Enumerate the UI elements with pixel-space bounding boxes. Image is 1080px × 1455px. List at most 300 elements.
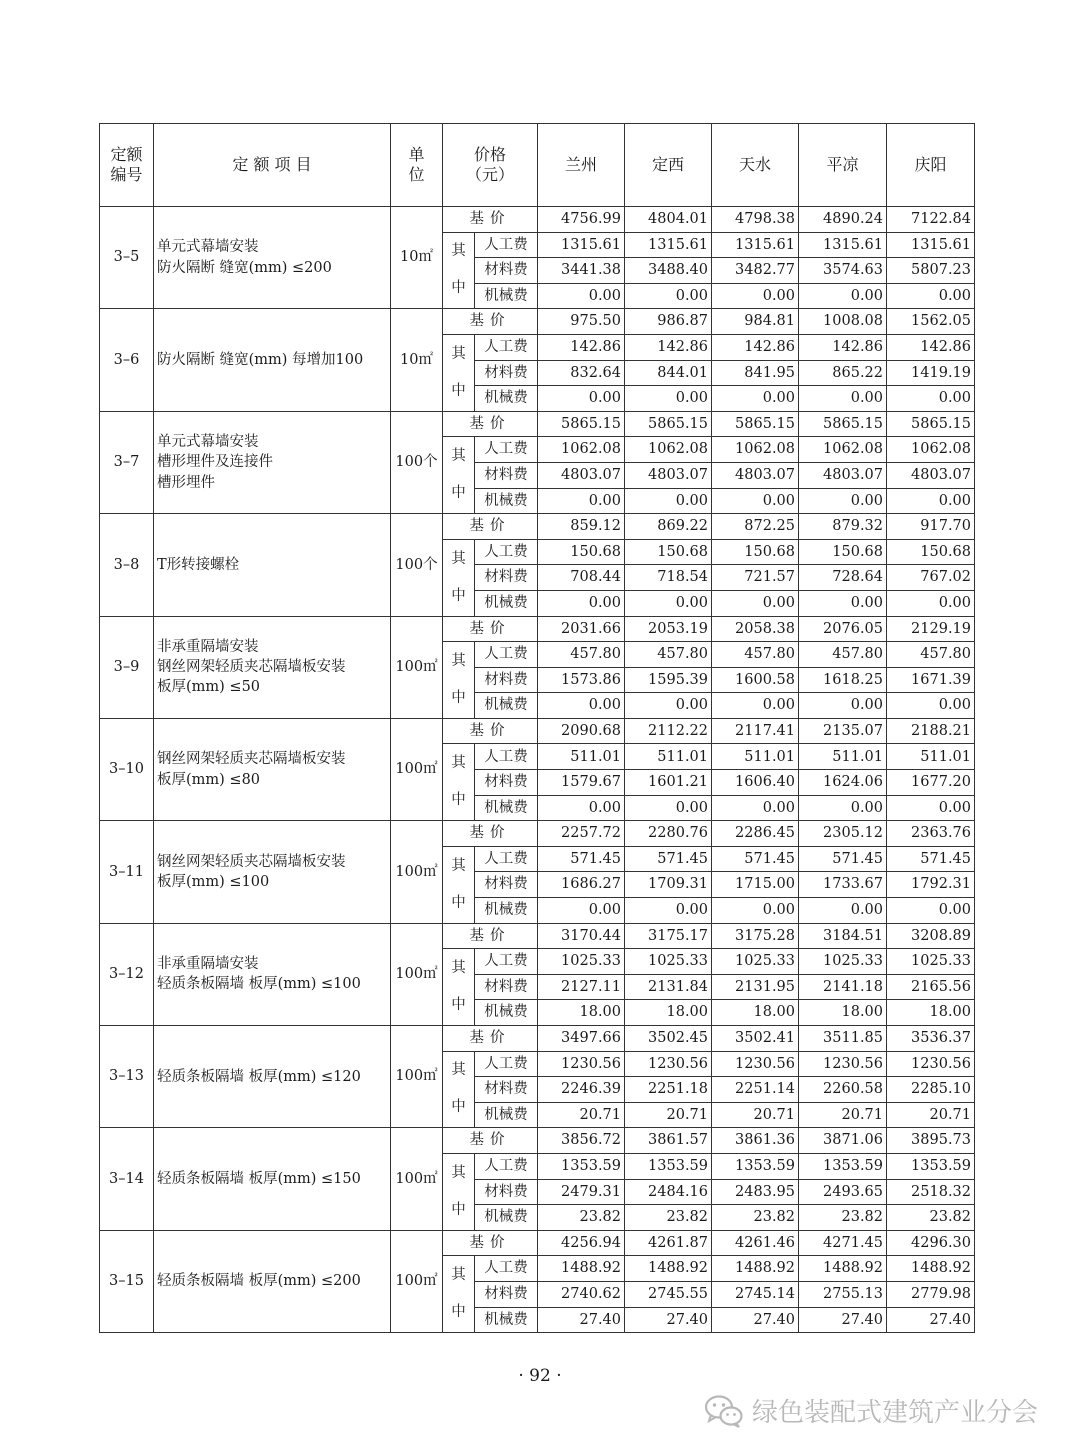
- base-price-value: 4890.24: [799, 207, 887, 233]
- material-cost-value: 728.64: [799, 565, 887, 591]
- quota-unit: 100㎡: [391, 923, 443, 1025]
- quota-row-base: [100, 1230, 975, 1256]
- labor-cost-value: 1315.61: [887, 232, 975, 258]
- material-cost-value: 3441.38: [538, 258, 625, 284]
- labor-cost-value: 1062.08: [538, 437, 625, 463]
- quota-item-line: 板厚(mm) ≤80: [157, 771, 261, 788]
- breakdown-label-char: 中: [451, 1201, 466, 1218]
- machine-cost-value: 27.40: [799, 1307, 887, 1333]
- breakdown-label: [443, 949, 475, 1026]
- machine-cost-label: 机械费: [475, 795, 538, 821]
- base-price-value: 2076.05: [799, 616, 887, 642]
- breakdown-label: [443, 1153, 475, 1230]
- labor-cost-value: 1488.92: [712, 1256, 799, 1282]
- material-cost-label: 材料费: [475, 258, 538, 284]
- labor-cost-value: 1062.08: [712, 437, 799, 463]
- material-cost-label: 材料费: [475, 1179, 538, 1205]
- header-row: [100, 124, 975, 207]
- labor-cost-value: 142.86: [799, 334, 887, 360]
- machine-cost-value: 20.71: [538, 1102, 625, 1128]
- labor-cost-value: 457.80: [799, 642, 887, 668]
- breakdown-label-char: 其: [451, 550, 466, 567]
- quota-code: 3–11: [100, 821, 154, 923]
- quota-code: 3–9: [100, 616, 154, 718]
- base-price-value: 3861.36: [712, 1128, 799, 1154]
- base-price-label: 基价: [443, 411, 538, 437]
- labor-cost-label: 人工费: [475, 1051, 538, 1077]
- labor-cost-value: 1488.92: [799, 1256, 887, 1282]
- material-cost-value: 2483.95: [712, 1179, 799, 1205]
- material-cost-label: 材料费: [475, 565, 538, 591]
- breakdown-label-char: 其: [451, 243, 466, 260]
- material-cost-value: 3482.77: [712, 258, 799, 284]
- quota-code: 3–6: [100, 309, 154, 411]
- labor-cost-value: 511.01: [887, 744, 975, 770]
- labor-cost-value: 1230.56: [887, 1051, 975, 1077]
- base-price-value: 5865.15: [625, 411, 712, 437]
- material-cost-value: 767.02: [887, 565, 975, 591]
- material-cost-value: 4803.07: [799, 462, 887, 488]
- quota-item-line: 单元式幕墙安装: [157, 433, 259, 450]
- quota-item-name: [154, 1128, 391, 1230]
- labor-cost-value: 1353.59: [799, 1153, 887, 1179]
- breakdown-label: [443, 846, 475, 923]
- machine-cost-value: 0.00: [538, 386, 625, 412]
- quota-unit: 100㎡: [391, 1026, 443, 1128]
- material-cost-value: 2479.31: [538, 1179, 625, 1205]
- quota-item-line: 防火隔断 缝宽(mm) ≤200: [157, 259, 332, 276]
- base-price-label: 基价: [443, 514, 538, 540]
- header-code-line: 编号: [110, 165, 143, 184]
- material-cost-value: 2165.56: [887, 974, 975, 1000]
- material-cost-value: 2755.13: [799, 1281, 887, 1307]
- material-cost-value: 721.57: [712, 565, 799, 591]
- material-cost-value: 2131.84: [625, 974, 712, 1000]
- machine-cost-value: 23.82: [887, 1205, 975, 1231]
- quota-code: 3–15: [100, 1230, 154, 1332]
- machine-cost-value: 0.00: [712, 590, 799, 616]
- material-cost-value: 2745.55: [625, 1281, 712, 1307]
- material-cost-value: 1600.58: [712, 667, 799, 693]
- base-price-value: 917.70: [887, 514, 975, 540]
- base-price-value: 3871.06: [799, 1128, 887, 1154]
- base-price-value: 4271.45: [799, 1230, 887, 1256]
- material-cost-value: 1709.31: [625, 872, 712, 898]
- header-region: 庆阳: [887, 124, 975, 207]
- breakdown-label-char: 中: [451, 485, 466, 502]
- labor-cost-value: 150.68: [799, 539, 887, 565]
- material-cost-value: 1686.27: [538, 872, 625, 898]
- quota-item-line: 轻质条板隔墙 板厚(mm) ≤150: [157, 1170, 361, 1187]
- header-code: [100, 124, 154, 207]
- machine-cost-value: 20.71: [887, 1102, 975, 1128]
- base-price-value: 5865.15: [538, 411, 625, 437]
- machine-cost-value: 27.40: [625, 1307, 712, 1333]
- quota-item-line: 轻质条板隔墙 板厚(mm) ≤200: [157, 1273, 361, 1290]
- quota-item-line: T形转接螺栓: [157, 556, 240, 573]
- quota-unit: 100㎡: [391, 1230, 443, 1332]
- labor-cost-value: 1025.33: [799, 949, 887, 975]
- material-cost-value: 1733.67: [799, 872, 887, 898]
- base-price-value: 2112.22: [625, 718, 712, 744]
- base-price-value: 3175.17: [625, 923, 712, 949]
- material-cost-value: 4803.07: [712, 462, 799, 488]
- base-price-value: 4261.46: [712, 1230, 799, 1256]
- material-cost-value: 1419.19: [887, 360, 975, 386]
- base-price-value: 3895.73: [887, 1128, 975, 1154]
- breakdown-label: [443, 744, 475, 821]
- quota-item-line: 板厚(mm) ≤50: [157, 679, 261, 696]
- material-cost-value: 1792.31: [887, 872, 975, 898]
- material-cost-value: 2251.18: [625, 1077, 712, 1103]
- labor-cost-value: 571.45: [538, 846, 625, 872]
- breakdown-label-char: 中: [451, 894, 466, 911]
- machine-cost-value: 0.00: [625, 283, 712, 309]
- base-price-value: 2031.66: [538, 616, 625, 642]
- machine-cost-label: 机械费: [475, 693, 538, 719]
- labor-cost-value: 1230.56: [799, 1051, 887, 1077]
- labor-cost-value: 457.80: [712, 642, 799, 668]
- material-cost-value: 1606.40: [712, 770, 799, 796]
- base-price-label: 基价: [443, 309, 538, 335]
- labor-cost-value: 1315.61: [712, 232, 799, 258]
- base-price-label: 基价: [443, 821, 538, 847]
- material-cost-value: 1573.86: [538, 667, 625, 693]
- labor-cost-value: 1230.56: [538, 1051, 625, 1077]
- labor-cost-value: 1315.61: [625, 232, 712, 258]
- material-cost-value: 844.01: [625, 360, 712, 386]
- material-cost-value: 1595.39: [625, 667, 712, 693]
- material-cost-value: 2141.18: [799, 974, 887, 1000]
- base-price-value: 1562.05: [887, 309, 975, 335]
- labor-cost-label: 人工费: [475, 1153, 538, 1179]
- quota-row-base: [100, 1128, 975, 1154]
- base-price-label: 基价: [443, 1128, 538, 1154]
- base-price-value: 7122.84: [887, 207, 975, 233]
- material-cost-value: 708.44: [538, 565, 625, 591]
- material-cost-value: 1579.67: [538, 770, 625, 796]
- material-cost-value: 1624.06: [799, 770, 887, 796]
- base-price-value: 2257.72: [538, 821, 625, 847]
- base-price-value: 2363.76: [887, 821, 975, 847]
- machine-cost-label: 机械费: [475, 898, 538, 924]
- machine-cost-value: 18.00: [625, 1000, 712, 1026]
- material-cost-value: 2779.98: [887, 1281, 975, 1307]
- labor-cost-value: 511.01: [712, 744, 799, 770]
- quota-code: 3–5: [100, 207, 154, 309]
- material-cost-label: 材料费: [475, 974, 538, 1000]
- machine-cost-value: 23.82: [799, 1205, 887, 1231]
- base-price-value: 4296.30: [887, 1230, 975, 1256]
- quota-item-name: [154, 923, 391, 1025]
- labor-cost-value: 142.86: [887, 334, 975, 360]
- base-price-value: 879.32: [799, 514, 887, 540]
- base-price-value: 3175.28: [712, 923, 799, 949]
- breakdown-label-char: 中: [451, 382, 466, 399]
- labor-cost-label: 人工费: [475, 846, 538, 872]
- quota-item-name: [154, 616, 391, 718]
- header-unit-line: 单: [408, 145, 425, 164]
- watermark-text: 绿色装配式建筑产业分会: [752, 1398, 1039, 1428]
- wechat-icon: [704, 1394, 744, 1428]
- quota-unit: 100个: [391, 411, 443, 513]
- machine-cost-value: 0.00: [625, 488, 712, 514]
- quota-item-line: 轻质条板隔墙 板厚(mm) ≤100: [157, 976, 361, 993]
- base-price-value: 975.50: [538, 309, 625, 335]
- labor-cost-value: 1025.33: [887, 949, 975, 975]
- machine-cost-value: 0.00: [799, 488, 887, 514]
- base-price-value: 872.25: [712, 514, 799, 540]
- base-price-value: 3502.45: [625, 1026, 712, 1052]
- machine-cost-value: 18.00: [887, 1000, 975, 1026]
- base-price-value: 2135.07: [799, 718, 887, 744]
- quota-table: [99, 123, 975, 1333]
- machine-cost-value: 0.00: [799, 795, 887, 821]
- labor-cost-value: 1353.59: [625, 1153, 712, 1179]
- quota-row-base: [100, 309, 975, 335]
- quota-unit: 100个: [391, 514, 443, 616]
- machine-cost-value: 0.00: [712, 386, 799, 412]
- material-cost-value: 3574.63: [799, 258, 887, 284]
- labor-cost-value: 571.45: [887, 846, 975, 872]
- quota-code: 3–8: [100, 514, 154, 616]
- base-price-value: 3170.44: [538, 923, 625, 949]
- base-price-value: 859.12: [538, 514, 625, 540]
- material-cost-label: 材料费: [475, 462, 538, 488]
- breakdown-label: [443, 1256, 475, 1333]
- labor-cost-value: 511.01: [625, 744, 712, 770]
- labor-cost-value: 511.01: [799, 744, 887, 770]
- labor-cost-value: 571.45: [625, 846, 712, 872]
- machine-cost-value: 20.71: [712, 1102, 799, 1128]
- labor-cost-value: 1488.92: [625, 1256, 712, 1282]
- machine-cost-label: 机械费: [475, 283, 538, 309]
- machine-cost-label: 机械费: [475, 590, 538, 616]
- labor-cost-value: 150.68: [712, 539, 799, 565]
- labor-cost-label: 人工费: [475, 232, 538, 258]
- material-cost-label: 材料费: [475, 872, 538, 898]
- labor-cost-value: 142.86: [712, 334, 799, 360]
- machine-cost-value: 23.82: [712, 1205, 799, 1231]
- breakdown-label-char: 其: [451, 857, 466, 874]
- material-cost-label: 材料费: [475, 1281, 538, 1307]
- material-cost-value: 841.95: [712, 360, 799, 386]
- labor-cost-value: 1488.92: [887, 1256, 975, 1282]
- base-price-label: 基价: [443, 616, 538, 642]
- material-cost-value: 2745.14: [712, 1281, 799, 1307]
- machine-cost-value: 0.00: [538, 795, 625, 821]
- machine-cost-value: 0.00: [712, 488, 799, 514]
- base-price-value: 4798.38: [712, 207, 799, 233]
- base-price-value: 2129.19: [887, 616, 975, 642]
- quota-code: 3–10: [100, 718, 154, 820]
- quota-row-base: [100, 514, 975, 540]
- material-cost-value: 2131.95: [712, 974, 799, 1000]
- material-cost-label: 材料费: [475, 1077, 538, 1103]
- header-price: [443, 124, 538, 207]
- machine-cost-value: 0.00: [538, 898, 625, 924]
- machine-cost-value: 27.40: [887, 1307, 975, 1333]
- machine-cost-value: 0.00: [625, 386, 712, 412]
- quota-item-name: [154, 718, 391, 820]
- machine-cost-value: 0.00: [712, 693, 799, 719]
- base-price-value: 2090.68: [538, 718, 625, 744]
- labor-cost-value: 150.68: [887, 539, 975, 565]
- base-price-value: 3502.41: [712, 1026, 799, 1052]
- machine-cost-value: 0.00: [799, 898, 887, 924]
- labor-cost-label: 人工费: [475, 539, 538, 565]
- quota-row-base: [100, 923, 975, 949]
- machine-cost-value: 0.00: [625, 898, 712, 924]
- breakdown-label-char: 中: [451, 587, 466, 604]
- base-price-value: 869.22: [625, 514, 712, 540]
- material-cost-label: 材料费: [475, 360, 538, 386]
- material-cost-value: 2127.11: [538, 974, 625, 1000]
- labor-cost-value: 1025.33: [712, 949, 799, 975]
- base-price-value: 3856.72: [538, 1128, 625, 1154]
- material-cost-value: 1715.00: [712, 872, 799, 898]
- labor-cost-value: 150.68: [538, 539, 625, 565]
- labor-cost-value: 1315.61: [538, 232, 625, 258]
- material-cost-value: 865.22: [799, 360, 887, 386]
- base-price-label: 基价: [443, 1230, 538, 1256]
- material-cost-label: 材料费: [475, 770, 538, 796]
- machine-cost-value: 0.00: [887, 590, 975, 616]
- material-cost-value: 2251.14: [712, 1077, 799, 1103]
- quota-item-line: 槽形埋件: [157, 474, 215, 491]
- machine-cost-value: 0.00: [625, 590, 712, 616]
- quota-item-line: 防火隔断 缝宽(mm) 每增加100: [157, 351, 364, 368]
- quota-unit: 10㎡: [391, 207, 443, 309]
- material-cost-value: 1671.39: [887, 667, 975, 693]
- base-price-value: 2117.41: [712, 718, 799, 744]
- base-price-value: 2305.12: [799, 821, 887, 847]
- labor-cost-value: 1315.61: [799, 232, 887, 258]
- machine-cost-value: 0.00: [887, 386, 975, 412]
- breakdown-label: [443, 539, 475, 616]
- labor-cost-value: 1025.33: [538, 949, 625, 975]
- quota-unit: 100㎡: [391, 821, 443, 923]
- quota-item-name: [154, 411, 391, 513]
- machine-cost-label: 机械费: [475, 1205, 538, 1231]
- page-number: · 92 ·: [518, 1366, 562, 1386]
- breakdown-label: [443, 334, 475, 411]
- machine-cost-label: 机械费: [475, 386, 538, 412]
- quota-item-line: 钢丝网架轻质夹芯隔墙板安装: [157, 659, 346, 676]
- breakdown-label-char: 其: [451, 755, 466, 772]
- material-cost-value: 5807.23: [887, 258, 975, 284]
- quota-row-base: [100, 718, 975, 744]
- quota-row-base: [100, 411, 975, 437]
- labor-cost-value: 457.80: [887, 642, 975, 668]
- base-price-value: 3184.51: [799, 923, 887, 949]
- breakdown-label-char: 其: [451, 1062, 466, 1079]
- machine-cost-value: 0.00: [538, 693, 625, 719]
- quota-item-name: [154, 514, 391, 616]
- header-region: 平凉: [799, 124, 887, 207]
- watermark: [704, 1392, 1038, 1429]
- labor-cost-value: 142.86: [538, 334, 625, 360]
- base-price-value: 2053.19: [625, 616, 712, 642]
- header-price-line: （元）: [466, 165, 515, 184]
- base-price-value: 5865.15: [887, 411, 975, 437]
- machine-cost-value: 18.00: [538, 1000, 625, 1026]
- base-price-value: 4756.99: [538, 207, 625, 233]
- labor-cost-label: 人工费: [475, 949, 538, 975]
- breakdown-label-char: 其: [451, 1267, 466, 1284]
- base-price-label: 基价: [443, 207, 538, 233]
- quota-row-base: [100, 616, 975, 642]
- machine-cost-value: 0.00: [799, 386, 887, 412]
- table-body: [100, 207, 975, 1333]
- machine-cost-value: 0.00: [625, 795, 712, 821]
- breakdown-label: [443, 1051, 475, 1128]
- machine-cost-value: 0.00: [887, 898, 975, 924]
- quota-unit: 100㎡: [391, 616, 443, 718]
- base-price-value: 5865.15: [712, 411, 799, 437]
- machine-cost-value: 18.00: [712, 1000, 799, 1026]
- material-cost-value: 2484.16: [625, 1179, 712, 1205]
- labor-cost-value: 1353.59: [887, 1153, 975, 1179]
- material-cost-value: 1601.21: [625, 770, 712, 796]
- labor-cost-value: 1353.59: [712, 1153, 799, 1179]
- header-code-line: 定额: [110, 145, 143, 164]
- breakdown-label-char: 其: [451, 652, 466, 669]
- quota-code: 3–12: [100, 923, 154, 1025]
- quota-item-name: [154, 821, 391, 923]
- base-price-value: 3208.89: [887, 923, 975, 949]
- base-price-value: 3497.66: [538, 1026, 625, 1052]
- machine-cost-label: 机械费: [475, 1307, 538, 1333]
- material-cost-value: 832.64: [538, 360, 625, 386]
- quota-row-base: [100, 207, 975, 233]
- machine-cost-value: 0.00: [799, 283, 887, 309]
- labor-cost-value: 511.01: [538, 744, 625, 770]
- labor-cost-label: 人工费: [475, 334, 538, 360]
- material-cost-value: 4803.07: [625, 462, 712, 488]
- machine-cost-value: 0.00: [799, 693, 887, 719]
- breakdown-label-char: 中: [451, 997, 466, 1014]
- machine-cost-value: 23.82: [625, 1205, 712, 1231]
- breakdown-label: [443, 232, 475, 309]
- material-cost-value: 2493.65: [799, 1179, 887, 1205]
- quota-item-line: 槽形埋件及连接件: [157, 454, 273, 471]
- machine-cost-label: 机械费: [475, 1000, 538, 1026]
- machine-cost-value: 0.00: [625, 693, 712, 719]
- material-cost-value: 2246.39: [538, 1077, 625, 1103]
- base-price-label: 基价: [443, 923, 538, 949]
- breakdown-label-char: 其: [451, 448, 466, 465]
- machine-cost-value: 0.00: [712, 283, 799, 309]
- quota-row-base: [100, 821, 975, 847]
- quota-unit: 100㎡: [391, 718, 443, 820]
- base-price-label: 基价: [443, 718, 538, 744]
- base-price-value: 2280.76: [625, 821, 712, 847]
- quota-row-base: [100, 1026, 975, 1052]
- labor-cost-value: 1062.08: [625, 437, 712, 463]
- base-price-value: 984.81: [712, 309, 799, 335]
- breakdown-label-char: 中: [451, 689, 466, 706]
- machine-cost-value: 27.40: [712, 1307, 799, 1333]
- machine-cost-label: 机械费: [475, 488, 538, 514]
- header-price-line: 价格: [474, 145, 507, 164]
- material-cost-value: 4803.07: [538, 462, 625, 488]
- breakdown-label-char: 其: [451, 345, 466, 362]
- material-cost-value: 1677.20: [887, 770, 975, 796]
- breakdown-label-char: 中: [451, 1099, 466, 1116]
- labor-cost-label: 人工费: [475, 642, 538, 668]
- material-cost-value: 2260.58: [799, 1077, 887, 1103]
